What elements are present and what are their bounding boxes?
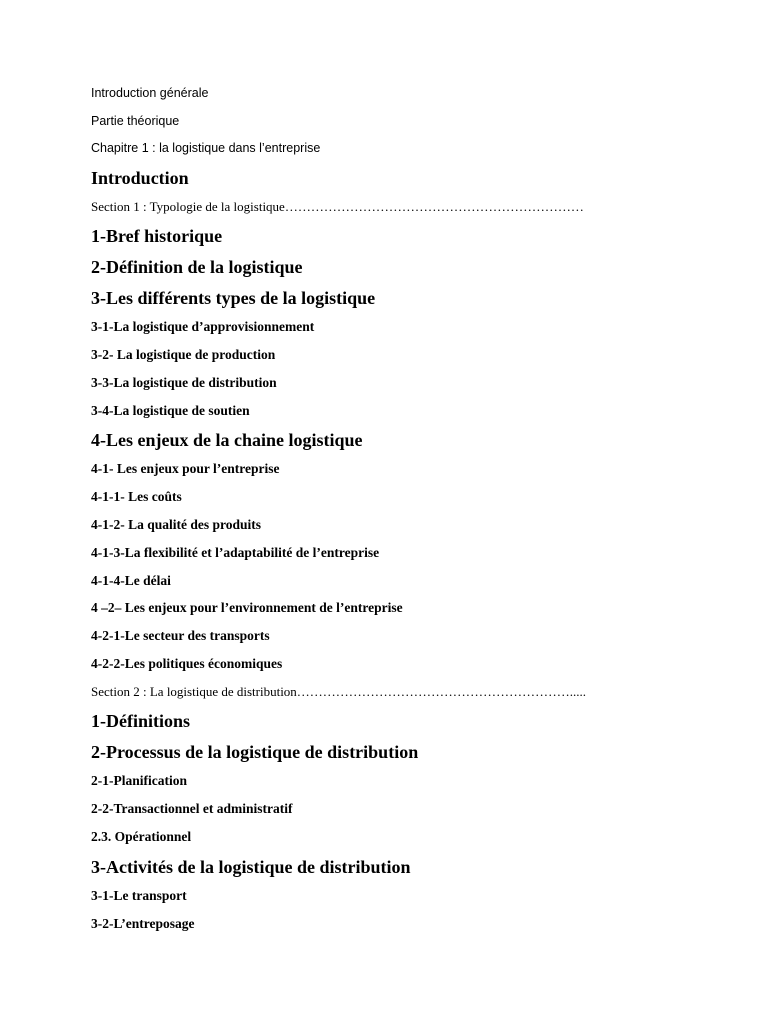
toc-line-partie-theorique: Partie théorique xyxy=(91,114,180,128)
toc-subheading-2-2: 2-2-Transactionnel et administratif xyxy=(91,801,293,816)
toc-subheading-3-4: 3-4-La logistique de soutien xyxy=(91,403,250,418)
toc-section-1: Section 1 : Typologie de la logistique…………………………………………………………… xyxy=(91,199,584,214)
toc-subheading-3-1: 3-1-La logistique d’approvisionnement xyxy=(91,319,315,334)
toc-subheading-4-1-4: 4-1-4-Le délai xyxy=(91,573,171,588)
toc-line-intro-generale: Introduction générale xyxy=(91,86,209,100)
toc-heading-enjeux: 4-Les enjeux de la chaine logistique xyxy=(91,430,363,450)
toc-subheading-3-2-entreposage: 3-2-L’entreposage xyxy=(91,916,195,931)
toc-subheading-4-1-2: 4-1-2- La qualité des produits xyxy=(91,517,262,532)
toc-heading-processus: 2-Processus de la logistique de distribution xyxy=(91,742,419,762)
toc-section-2: Section 2 : La logistique de distribution………………………………………………………..... xyxy=(91,684,587,699)
toc-subheading-3-1-transport: 3-1-Le transport xyxy=(91,888,187,903)
toc-subheading-4-2-2: 4-2-2-Les politiques économiques xyxy=(91,656,283,671)
toc-heading-definition: 2-Définition de la logistique xyxy=(91,257,303,277)
toc-subheading-3-2: 3-2- La logistique de production xyxy=(91,347,276,362)
toc-heading-types: 3-Les différents types de la logistique xyxy=(91,288,376,308)
toc-heading-activites: 3-Activités de la logistique de distribution xyxy=(91,857,411,877)
toc-subheading-3-3: 3-3-La logistique de distribution xyxy=(91,375,277,390)
toc-subheading-2-3: 2.3. Opérationnel xyxy=(91,829,192,844)
toc-heading-bref-historique: 1-Bref historique xyxy=(91,226,223,246)
toc-subheading-4-1-3: 4-1-3-La flexibilité et l’adaptabilité de l’entreprise xyxy=(91,545,380,560)
toc-heading-introduction: Introduction xyxy=(91,168,189,188)
toc-subheading-4-1: 4-1- Les enjeux pour l’entreprise xyxy=(91,461,280,476)
toc-subheading-4-2: 4 –2– Les enjeux pour l’environnement de l’entreprise xyxy=(91,600,403,615)
toc-subheading-4-2-1: 4-2-1-Le secteur des transports xyxy=(91,628,270,643)
toc-heading-definitions: 1-Définitions xyxy=(91,711,190,731)
toc-subheading-2-1: 2-1-Planification xyxy=(91,773,187,788)
toc-line-chapitre-1: Chapitre 1 : la logistique dans l’entreprise xyxy=(91,141,321,155)
toc-subheading-4-1-1: 4-1-1- Les coûts xyxy=(91,489,182,504)
